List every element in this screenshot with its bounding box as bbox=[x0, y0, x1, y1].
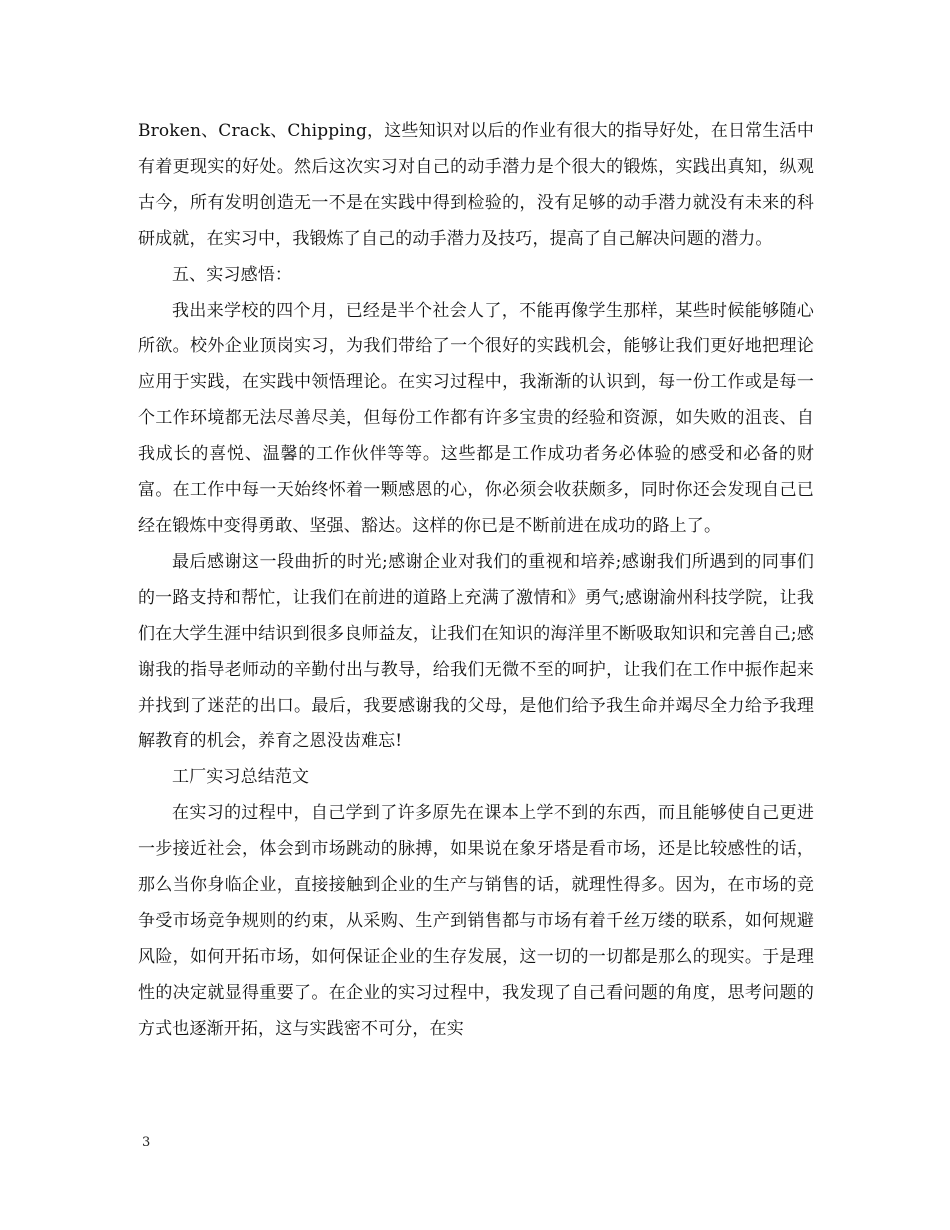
paragraph-factory-internship: 在实习的过程中，自己学到了许多原先在课本上学不到的东西，而且能够使自己更进一步接近社会，体会到市场跳动的脉搏，如果说在象牙塔是看市场，还是比较感性的话，那么当你身临企业，直接接触到企业的生产与销售的话，就理性得多。因为，在市场的竞争受市场竞争规则的约束，从采购、生产到销售都与市场有着千丝万缕的联系，如何规避风险，如何开拓市场，如何保证企业的生存发展，这一切的一切都是那么的现实。于是理性的决定就显得重要了。在企业的实习过程中，我发现了自己看问题的角度，思考问题的方式也逐渐开拓，这与实践密不可分，在实 bbox=[138, 803, 814, 1039]
paragraph-acknowledgements: 最后感谢这一段曲折的时光;感谢企业对我们的重视和培养;感谢我们所遇到的同事们的一路支持和帮忙，让我们在前进的道路上充满了激情和》勇气;感谢渝州科技学院，让我们在大学生涯中结识到很多良师益友，让我们在知识的海洋里不断吸取知识和完善自己;感谢我的指导老师动的辛勤付出与教导，给我们无微不至的呵护，让我们在工作中振作起来并找到了迷茫的出口。最后，我要感谢我的父母，是他们给予我生命并竭尽全力给予我理解教育的机会，养育之恩没齿难忘! bbox=[138, 551, 814, 752]
section-heading-internship-reflection: 五、实习感悟： bbox=[172, 264, 293, 285]
document-body bbox=[138, 114, 814, 1048]
paragraph-reflection: 我出来学校的四个月，已经是半个社会人了，不能再像学生那样，某些时候能够随心所欲。校外企业顶岗实习，为我们带给了一个很好的实践机会，能够让我们更好地把理论应用于实践，在实践中领悟理论。在实习过程中，我渐渐的认识到，每一份工作或是每一个工作环境都无法尽善尽美，但每份工作都有许多宝贵的经验和资源，如失败的沮丧、自我成长的喜悦、温馨的工作伙伴等等。这些都是工作成功者务必体验的感受和必备的财富。在工作中每一天始终怀着一颗感恩的心，你必须会收获颇多，同时你还会发现自己已经在锻炼中变得勇敢、坚强、豁达。这样的你已是不断前进在成功的路上了。 bbox=[138, 300, 814, 536]
paragraph-continuation: Broken、Crack、Chipping，这些知识对以后的作业有很大的指导好处，在日常生活中有着更现实的好处。然后这次实习对自己的动手潜力是个很大的锻炼，实践出真知，纵观古今，所有发明创造无一不是在实践中得到检验的，没有足够的动手潜力就没有未来的科研成就，在实习中，我锻炼了自己的动手潜力及技巧，提高了自己解决问题的潜力。 bbox=[138, 121, 814, 249]
page-number: 3 bbox=[142, 1135, 151, 1150]
article-title-factory-internship-summary: 工厂实习总结范文 bbox=[172, 767, 310, 788]
